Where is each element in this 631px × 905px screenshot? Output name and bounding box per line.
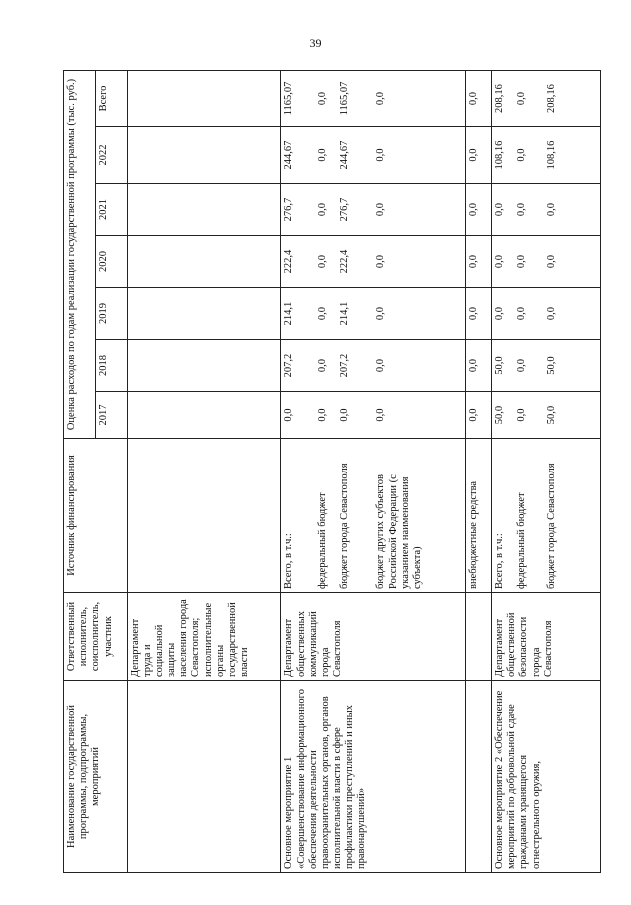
financing-table xyxy=(63,70,601,873)
value: 0,0 xyxy=(466,288,492,340)
page-number: 39 xyxy=(309,36,322,50)
header-estimate: Оценка расходов по годам реализации государственной программы (тыс. руб.) xyxy=(64,70,96,438)
event-responsible: Департамент общественной безопасности города Севастополя xyxy=(492,593,601,681)
value: 108,16 xyxy=(546,140,558,170)
header-year: 2022 xyxy=(95,127,127,184)
value: 0,0 xyxy=(375,254,387,269)
value: 50,0 xyxy=(494,405,506,425)
value-cell xyxy=(281,340,466,392)
header-year: 2017 xyxy=(95,392,127,439)
source-cell xyxy=(492,439,601,593)
value: 0,0 xyxy=(466,236,492,288)
value: 0,0 xyxy=(516,148,528,162)
value: 276,7 xyxy=(339,197,351,222)
value: 0,0 xyxy=(317,254,329,269)
value: 108,16 xyxy=(494,140,506,170)
table-cell xyxy=(127,340,281,392)
value-cell xyxy=(492,288,601,340)
value: 0,0 xyxy=(546,254,558,269)
table-cell xyxy=(127,392,281,439)
value: 208,16 xyxy=(494,84,506,113)
header-total: Всего xyxy=(95,70,127,126)
value-cell xyxy=(492,70,601,126)
value: 0,0 xyxy=(375,408,387,422)
value-cell xyxy=(281,288,466,340)
value: 0,0 xyxy=(283,408,295,422)
value: 0,0 xyxy=(516,254,528,269)
value: 0,0 xyxy=(466,70,492,126)
value: 276,7 xyxy=(283,197,295,222)
source-label: федеральный бюджет xyxy=(516,492,528,589)
header-year: 2018 xyxy=(95,340,127,392)
value: 0,0 xyxy=(516,358,528,373)
table-cell xyxy=(127,236,281,288)
value: 0,0 xyxy=(516,408,528,422)
source-label: федеральный бюджет xyxy=(317,492,329,589)
value: 0,0 xyxy=(375,306,387,321)
value: 0,0 xyxy=(546,306,558,321)
value: 0,0 xyxy=(317,91,329,106)
table-row xyxy=(492,70,601,872)
value: 222,4 xyxy=(339,249,351,274)
header-year: 2020 xyxy=(95,236,127,288)
rotated-table-container xyxy=(63,71,601,873)
value: 50,0 xyxy=(546,356,558,375)
source-label: внебюджетные средства xyxy=(466,439,492,593)
table-cell xyxy=(466,593,492,681)
source-label: бюджет города Севастополя xyxy=(339,463,351,589)
value: 0,0 xyxy=(466,392,492,439)
carryover-responsible: Департамент труда и социальной защиты населения города Севастополя; исполнительные органы государственной власти xyxy=(127,593,281,681)
table-row xyxy=(281,70,466,872)
value-cell xyxy=(281,236,466,288)
value: 1165,07 xyxy=(283,81,295,116)
value: 0,0 xyxy=(494,254,506,269)
header-year: 2019 xyxy=(95,288,127,340)
source-label: бюджет города Севастополя xyxy=(546,463,558,589)
table-cell xyxy=(127,288,281,340)
value: 50,0 xyxy=(494,356,506,375)
table-cell xyxy=(127,184,281,236)
header-name: Наименование государственной программы, подпрограммы, мероприятий xyxy=(64,681,128,873)
value: 0,0 xyxy=(546,202,558,217)
table-cell xyxy=(127,681,281,873)
source-label: Всего, в т.ч.: xyxy=(494,533,506,589)
value-cell xyxy=(492,184,601,236)
value: 0,0 xyxy=(375,358,387,373)
value: 0,0 xyxy=(516,306,528,321)
value-cell xyxy=(492,236,601,288)
value: 0,0 xyxy=(516,202,528,217)
table-cell xyxy=(127,439,281,593)
value-cell xyxy=(492,392,601,439)
table-row xyxy=(466,70,492,872)
value-cell xyxy=(492,127,601,184)
event-name: Основное мероприятие 1 «Совершенствование информационного обеспечения деятельности правоохранительных органов, органов исполнительной власти в сфере профилактики преступлений и иных правонарушений» xyxy=(281,681,466,873)
value: 207,2 xyxy=(339,353,351,378)
value: 0,0 xyxy=(317,202,329,217)
value: 244,67 xyxy=(339,140,351,170)
value: 0,0 xyxy=(317,148,329,162)
value: 0,0 xyxy=(375,202,387,217)
value: 0,0 xyxy=(375,91,387,106)
value: 208,16 xyxy=(546,84,558,113)
event-name: Основное мероприятие 2 «Обеспечение мероприятий по добровольной сдаче гражданами хранящегося огнестрельного оружия, xyxy=(492,681,601,873)
header-source: Источник финансирования xyxy=(64,439,128,593)
value: 0,0 xyxy=(494,306,506,321)
value-cell xyxy=(492,340,601,392)
value: 207,2 xyxy=(283,353,295,378)
table-cell xyxy=(466,681,492,873)
value: 0,0 xyxy=(466,184,492,236)
header-year: 2021 xyxy=(95,184,127,236)
source-label: бюджет других субъектов Российской Федерации (с указанием наименования субъекта) xyxy=(375,474,423,589)
table-cell xyxy=(127,127,281,184)
table-cell xyxy=(127,70,281,126)
value: 0,0 xyxy=(317,306,329,321)
value: 50,0 xyxy=(546,405,558,425)
table-row xyxy=(127,70,281,872)
value-cell xyxy=(281,392,466,439)
value: 214,1 xyxy=(339,301,351,326)
value: 0,0 xyxy=(339,408,351,422)
value: 214,1 xyxy=(283,301,295,326)
source-cell xyxy=(281,439,466,593)
value: 0,0 xyxy=(375,148,387,162)
source-label: Всего, в т.ч.: xyxy=(283,533,295,589)
value-cell xyxy=(281,184,466,236)
value-cell xyxy=(281,127,466,184)
value: 222,4 xyxy=(283,249,295,274)
event-responsible: Департамент общественных коммуникаций города Севастополя xyxy=(281,593,466,681)
value: 0,0 xyxy=(466,127,492,184)
value: 244,67 xyxy=(283,140,295,170)
value: 0,0 xyxy=(494,202,506,217)
header-responsible: Ответственный исполнитель, соисполнитель, участник xyxy=(64,593,128,681)
value-cell xyxy=(281,70,466,126)
value: 0,0 xyxy=(516,91,528,106)
value: 1165,07 xyxy=(339,81,351,116)
value: 0,0 xyxy=(317,408,329,422)
value: 0,0 xyxy=(317,358,329,373)
value: 0,0 xyxy=(466,340,492,392)
